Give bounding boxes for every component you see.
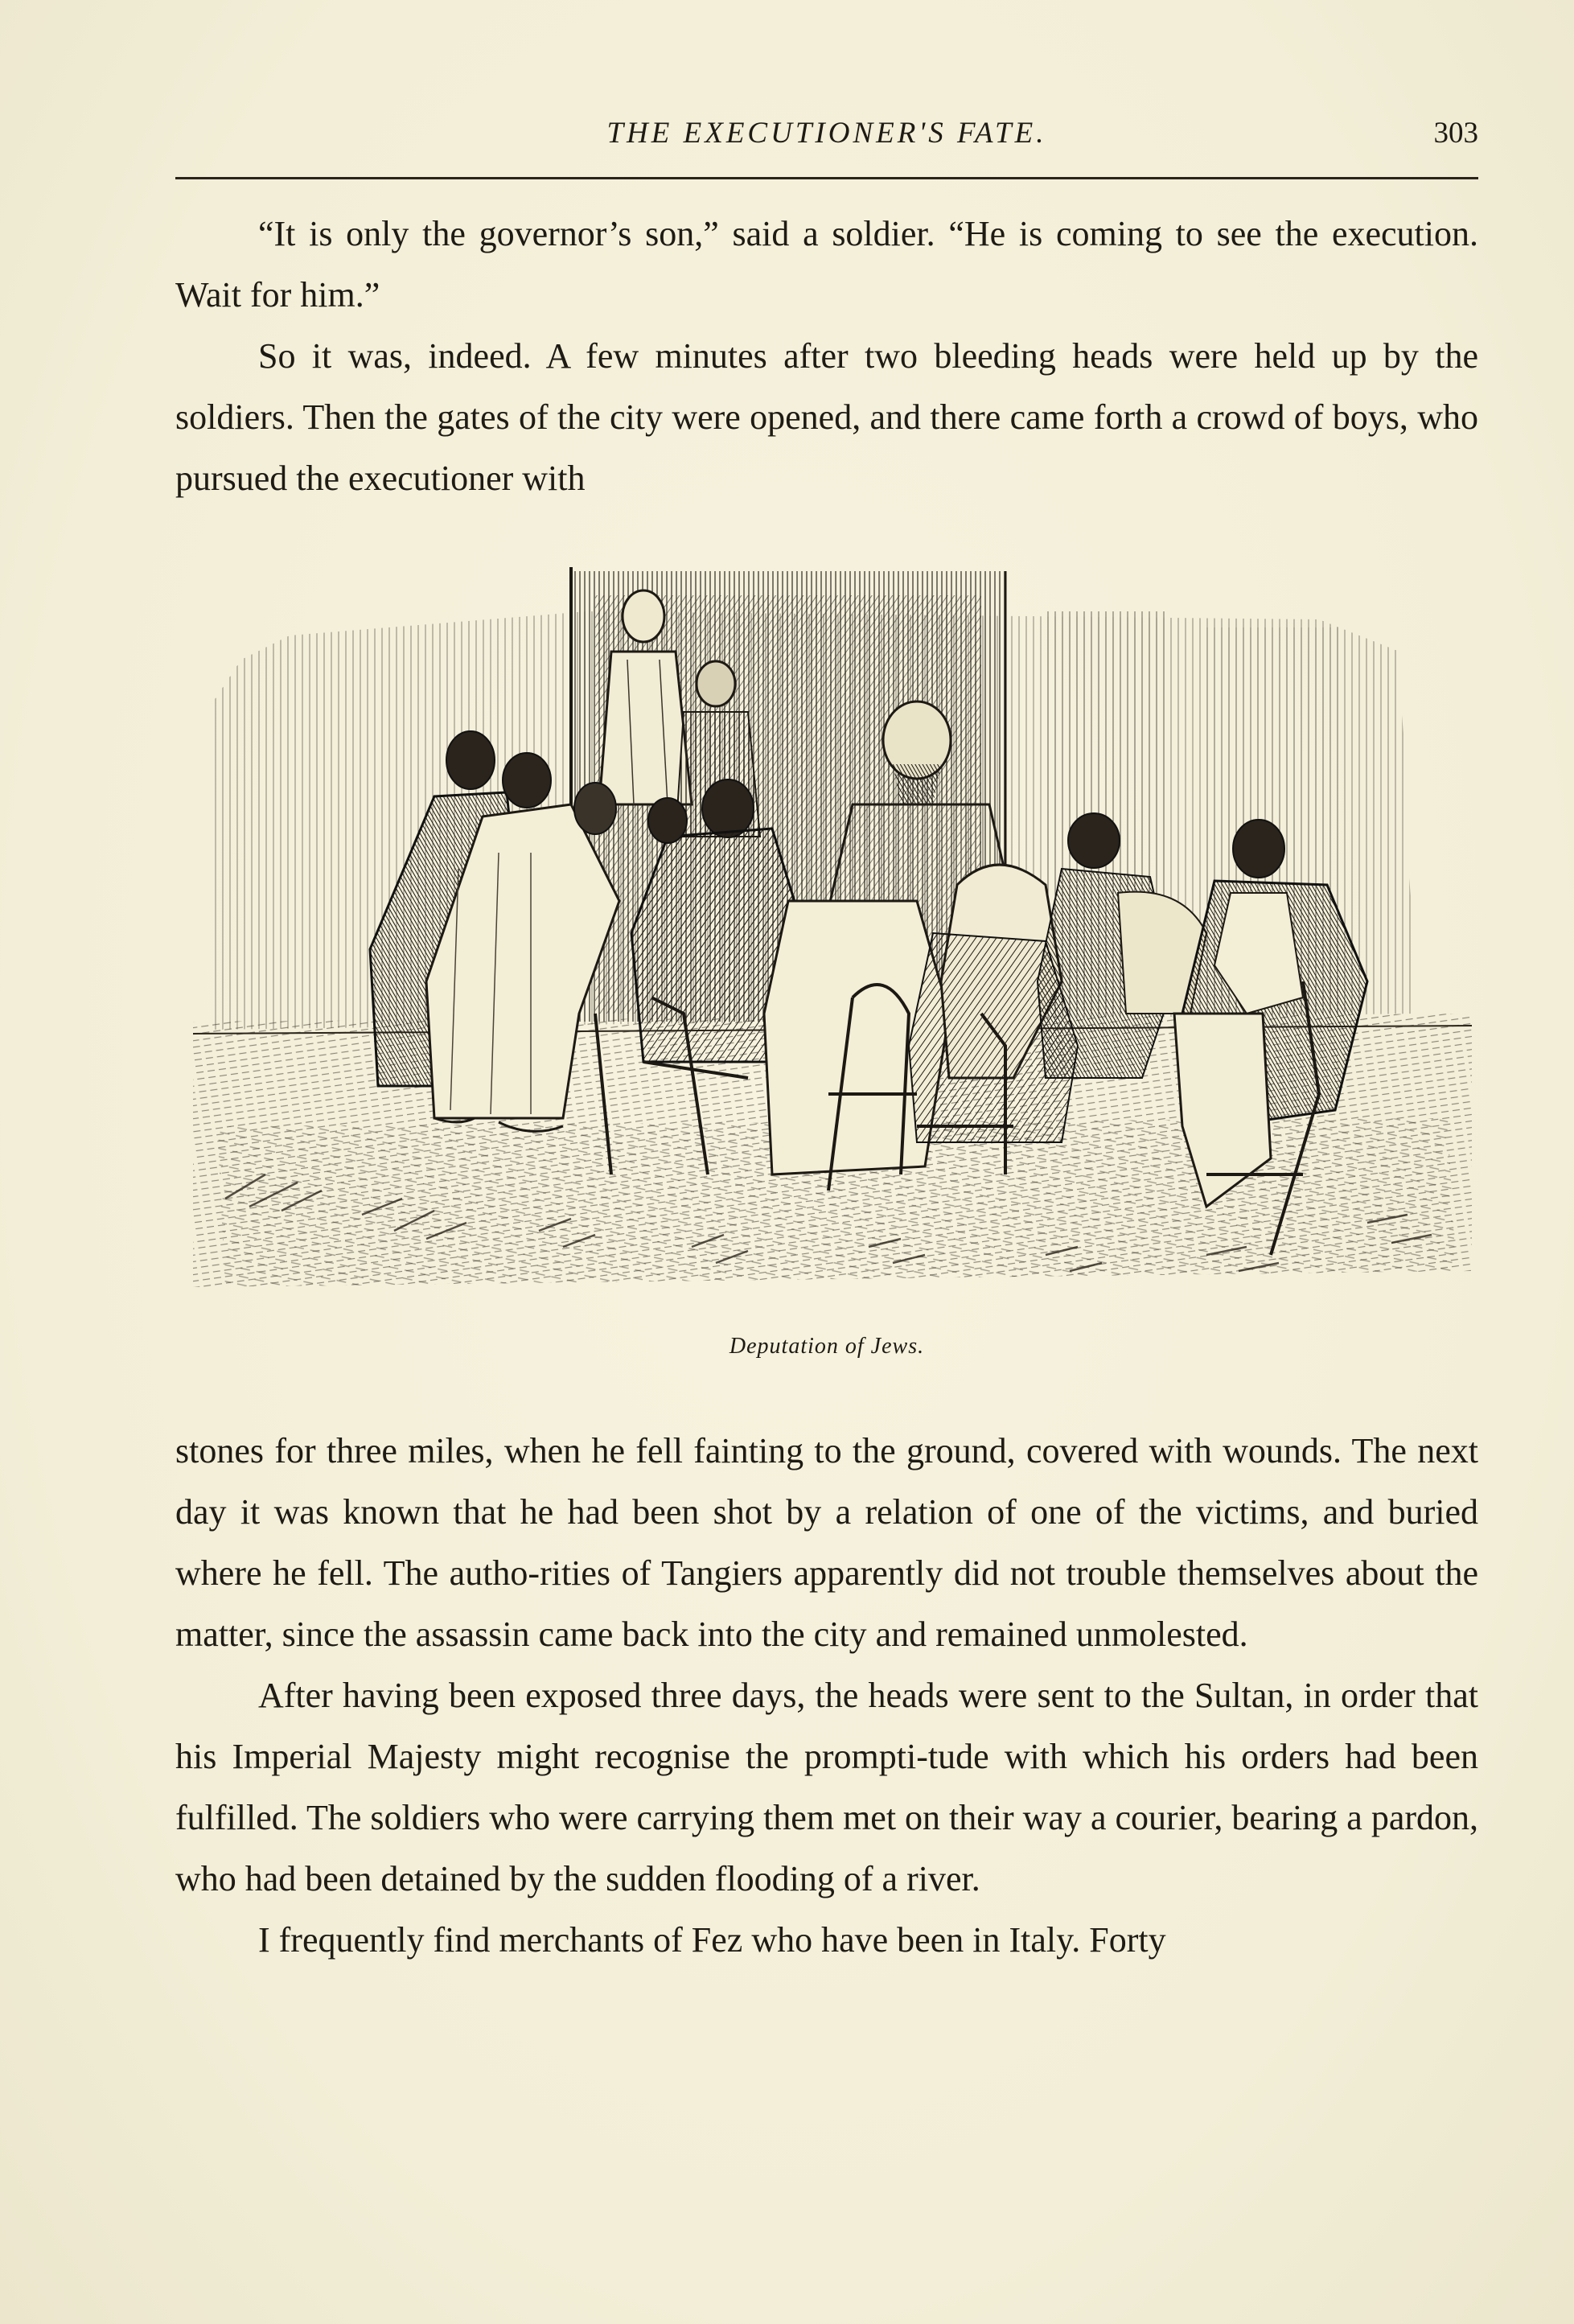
engraving-illustration [193, 563, 1472, 1315]
paragraph-bleeding-heads: So it was, indeed. A few minutes after two bleeding heads were held up by the soldiers. Then the gates of the city were opened, and there came forth a crowd of boys, who pursued the executioner with [175, 336, 1478, 498]
text-block-bottom [175, 1421, 1478, 1971]
paragraph-merchants-of-fez: I frequently find merchants of Fez who have been in Italy. Forty [258, 1920, 1166, 1960]
header-rule [175, 177, 1478, 179]
running-head [175, 113, 1478, 161]
figure-caption: Deputation of Jews. [729, 1334, 925, 1359]
deputation-engraving [193, 563, 1472, 1315]
page-number: 303 [1433, 117, 1478, 150]
text-block-top [175, 204, 1478, 509]
paragraph-stones: stones for three miles, when he fell fainting to the ground, covered with wounds. The next day it was known that he had been shot by a relation of one of the victims, and buried where he fell. The autho-rities of Tangiers apparently did not trouble themselves about the matter, since the assassin came back into the city and remained unmolested. [175, 1431, 1478, 1654]
paragraph-governors-son: “It is only the governor’s son,” said a soldier. “He is coming to see the execution. Wait for him.” [175, 214, 1478, 315]
running-title: THE EXECUTIONER'S FATE. [606, 117, 1047, 150]
paragraph-heads-to-sultan: After having been exposed three days, the heads were sent to the Sultan, in order that his Imperial Majesty might recognise the prompti-tude with which his orders had been fulfilled. The soldiers who were carrying them met on their way a courier, bearing a pardon, who had been detained by the sudden flooding of a river. [175, 1676, 1478, 1898]
